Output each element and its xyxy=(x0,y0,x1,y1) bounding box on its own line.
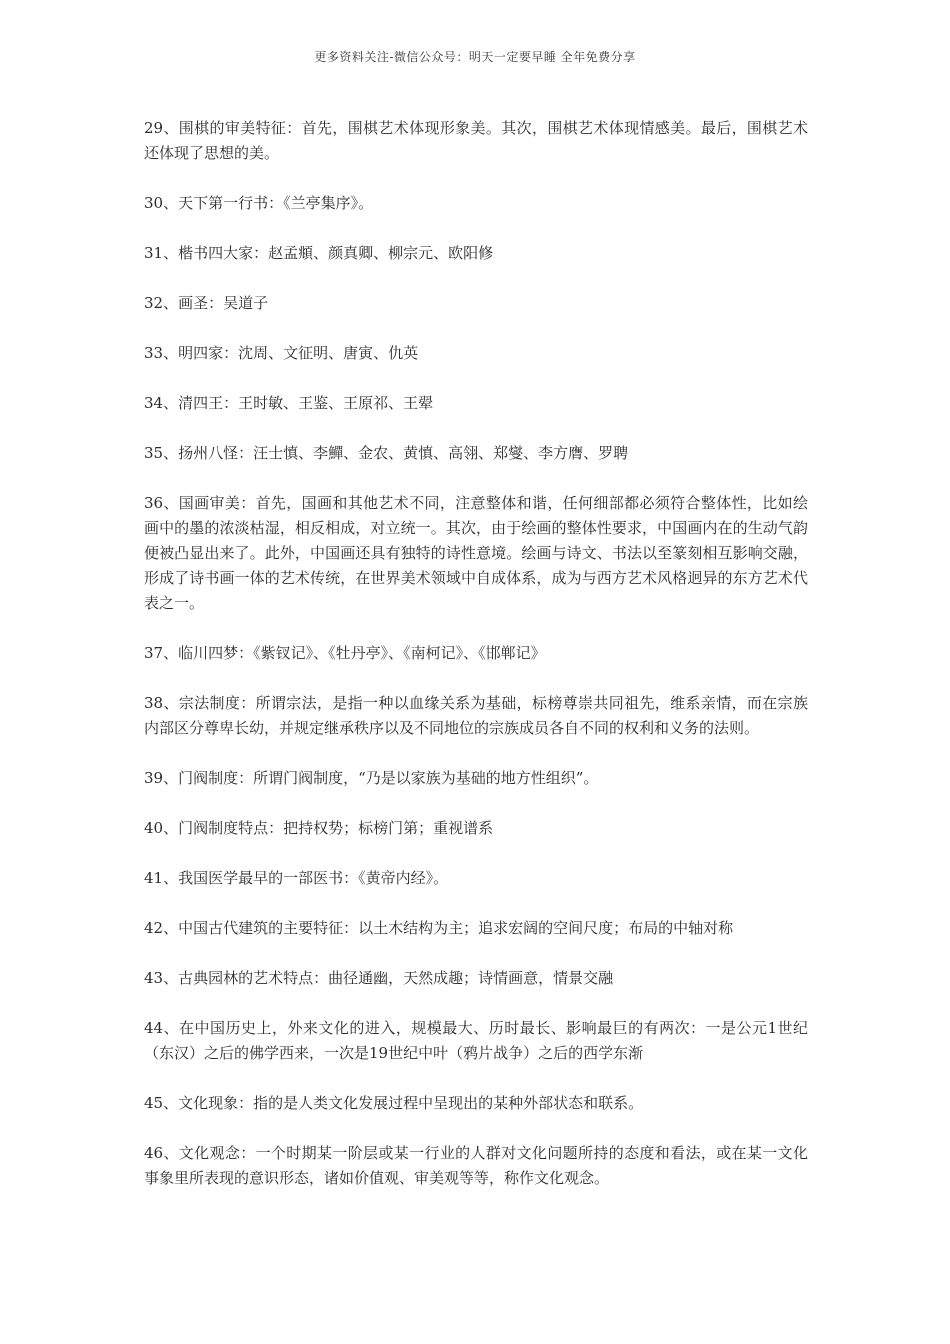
list-item: 46、文化观念：一个时期某一阶层或某一行业的人群对文化问题所持的态度和看法，或在某一文化事象里所表现的意识形态，诸如价值观、审美观等等，称作文化观念。 xyxy=(144,1144,808,1187)
list-item: 32、画圣：吴道子 xyxy=(144,294,269,312)
list-item: 33、明四家：沈周、文征明、唐寅、仇英 xyxy=(144,344,419,362)
list-item: 39、门阀制度：所谓门阀制度，“乃是以家族为基础的地方性组织”。 xyxy=(144,769,599,787)
list-item: 44、在中国历史上，外来文化的进入，规模最大、历时最长、影响最巨的有两次：一是公元1世纪（东汉）之后的佛学西来，一次是19世纪中叶（鸦片战争）之后的西学东渐 xyxy=(144,1019,808,1062)
list-item: 34、清四王：王时敏、王鉴、王原祁、王翚 xyxy=(144,394,434,412)
list-item: 29、围棋的审美特征：首先，围棋艺术体现形象美。其次，围棋艺术体现情感美。最后，围棋艺术还体现了思想的美。 xyxy=(144,119,808,162)
list-item: 35、扬州八怪：汪士慎、李鱓、金农、黄慎、高翎、郑燮、李方膺、罗聘 xyxy=(144,444,629,462)
list-item: 42、中国古代建筑的主要特征：以土木结构为主；追求宏阔的空间尺度；布局的中轴对称 xyxy=(144,919,734,937)
list-item: 37、临川四梦：《紫钗记》、《牡丹亭》、《南柯记》、《邯郸记》 xyxy=(144,644,546,662)
page-header: 更多资料关注-微信公众号：明天一定要早睡 全年免费分享 xyxy=(314,50,636,64)
list-item: 30、天下第一行书：《兰亭集序》。 xyxy=(144,194,374,212)
list-item: 43、古典园林的艺术特点：曲径通幽，天然成趣；诗情画意，情景交融 xyxy=(144,969,614,987)
list-item: 41、我国医学最早的一部医书：《黄帝内经》。 xyxy=(144,869,449,887)
list-item: 45、文化现象：指的是人类文化发展过程中呈现出的某种外部状态和联系。 xyxy=(144,1094,644,1112)
list-item: 31、楷书四大家：赵孟頫、颜真卿、柳宗元、欧阳修 xyxy=(144,244,494,262)
document-body xyxy=(144,116,808,1216)
list-item: 38、宗法制度：所谓宗法，是指一种以血缘关系为基础，标榜尊崇共同祖先，维系亲情，而在宗族内部区分尊卑长幼，并规定继承秩序以及不同地位的宗族成员各自不同的权利和义务的法则。 xyxy=(144,694,808,737)
list-item: 36、国画审美：首先，国画和其他艺术不同，注意整体和谐，任何细部都必须符合整体性，比如绘画中的墨的浓淡枯湿，相反相成，对立统一。其次，由于绘画的整体性要求，中国画内在的生动气韵便被凸显出来了。此外，中国画还具有独特的诗性意境。绘画与诗文、书法以至篆刻相互影响交融，形成了诗书画一体的艺术传统，在世界美术领域中自成体系，成为与西方艺术风格迥异的东方艺术代表之一。 xyxy=(144,494,808,612)
list-item: 40、门阀制度特点：把持权势；标榜门第；重视谱系 xyxy=(144,819,494,837)
